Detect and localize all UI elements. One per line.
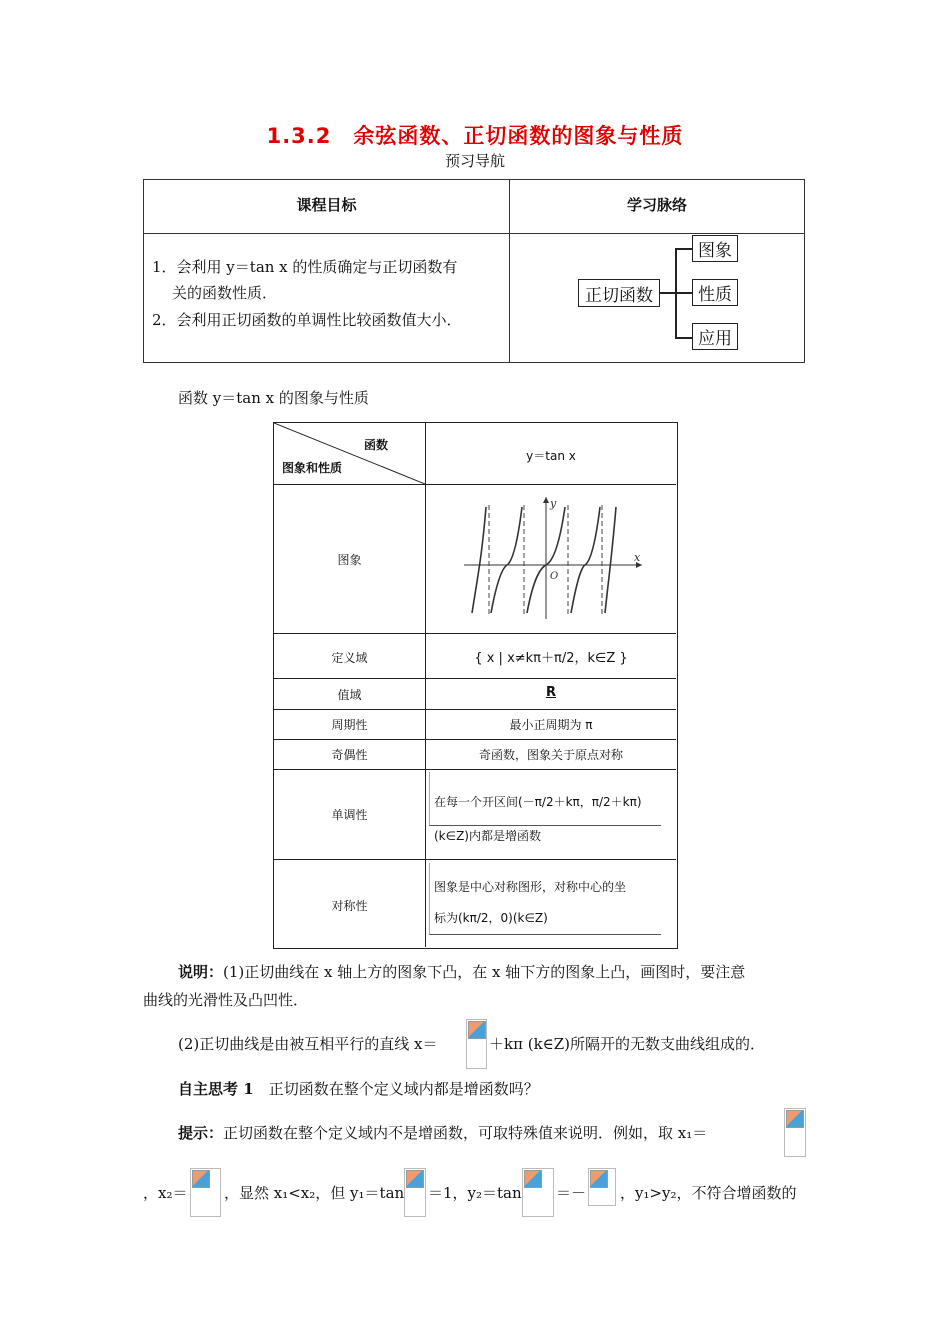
goal-2: 2．会利用正切函数的单调性比较函数值大小． (152, 311, 462, 329)
row-label-monotonic: 单调性 (331, 808, 368, 822)
row-label-domain: 定义域 (331, 651, 368, 665)
row-label-range: 值域 (337, 688, 362, 702)
goals-table (143, 179, 805, 363)
broken-image-icon (784, 1108, 806, 1157)
note-p2-a: (2)正切曲线是由被互相平行的直线 x＝ (178, 1035, 438, 1053)
hint-l2-e: ，y₁>y₂，不符合增函数的 (620, 1184, 797, 1202)
tangent-graph (464, 495, 644, 620)
range-value: R (545, 685, 556, 700)
broken-image-icon (588, 1168, 616, 1206)
row-label-graph: 图象 (337, 553, 362, 567)
graph-y-label: y (550, 497, 557, 510)
corner-bottom-label: 图象和性质 (282, 461, 343, 475)
map-root-box: 正切函数 (578, 279, 660, 307)
map-child-application: 应用 (692, 323, 738, 350)
note-p1-line-1: (1)正切曲线在 x 轴上方的图象下凸，在 x 轴下方的图象上凸，画图时，要注意 (223, 963, 746, 981)
intro-line: 函数 y＝tan x 的图象与性质 (178, 389, 369, 407)
page-subtitle: 预习导航 (444, 152, 505, 170)
hint-text-1: 正切函数在整个定义域内不是增函数，可取特殊值来说明．例如，取 x₁＝ (223, 1124, 708, 1142)
note-p1-line-2: 曲线的光滑性及凸凹性． (143, 991, 309, 1009)
hint-l2-d: ＝－ (556, 1184, 587, 1202)
page-title: 1.3.2 余弦函数、正切函数的图象与性质 (266, 124, 684, 148)
goal-1-line-2: 关的函数性质． (172, 284, 278, 302)
function-header: y＝tan x (526, 449, 576, 463)
corner-top-label: 函数 (364, 438, 389, 452)
hint-l2-b: ，显然 x₁<x₂，但 y₁＝tan (224, 1184, 405, 1202)
broken-image-icon (466, 1019, 487, 1069)
note-line-1 (178, 959, 745, 986)
broken-image-icon (404, 1168, 426, 1217)
domain-value: { x | x≠kπ＋π/2，k∈Z } (474, 651, 628, 666)
map-child-property: 性质 (692, 279, 738, 306)
row-label-period: 周期性 (331, 718, 368, 732)
think-line (178, 1076, 539, 1103)
properties-table (273, 422, 678, 949)
goals-head-right: 学习脉络 (626, 196, 687, 214)
goal-1-line-1: 1．会利用 y＝tan x 的性质确定与正切函数有 (152, 258, 458, 276)
hint-l2-a: ，x₂＝ (143, 1184, 188, 1202)
map-child-image: 图象 (692, 235, 738, 262)
monotonic-value-line-1: 在每一个开区间(－π/2＋kπ，π/2＋kπ) (434, 795, 642, 809)
broken-image-icon (190, 1168, 221, 1217)
hint-label: 提示： (178, 1124, 224, 1142)
note-label: 说明： (178, 963, 224, 981)
hint-l2-c: ＝1，y₂＝tan (428, 1184, 522, 1202)
graph-x-label: x (634, 551, 641, 564)
note-p2-b: ＋kπ (k∈Z)所隔开的无数支曲线组成的． (489, 1035, 766, 1053)
broken-image-icon (522, 1168, 554, 1217)
hint-line-1 (178, 1120, 707, 1147)
goals-head-left: 课程目标 (296, 196, 357, 214)
symmetry-value-line-1: 图象是中心对称图形，对称中心的坐 (434, 880, 627, 894)
think-label: 自主思考 1 (178, 1080, 254, 1098)
think-question: 正切函数在整个定义域内都是增函数吗？ (268, 1080, 539, 1098)
parity-value: 奇函数，图象关于原点对称 (478, 748, 623, 762)
row-label-symmetry: 对称性 (331, 899, 368, 913)
graph-origin-label: O (550, 571, 559, 582)
monotonic-value-line-2: (k∈Z)内都是增函数 (434, 829, 541, 843)
period-value: 最小正周期为 π (509, 718, 593, 732)
symmetry-value-line-2: 标为(kπ/2，0)(k∈Z) (434, 911, 548, 925)
row-label-parity: 奇偶性 (331, 748, 368, 762)
